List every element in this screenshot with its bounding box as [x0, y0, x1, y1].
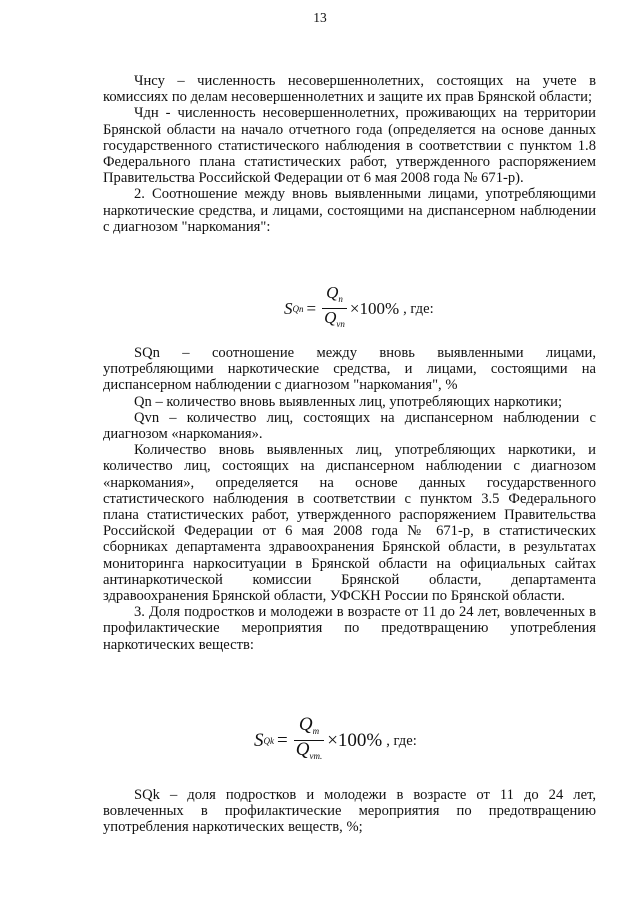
formula2-lhs: S — [254, 729, 264, 751]
text-block-top — [103, 73, 596, 235]
paragraph-item-3-heading: 3. Доля подростков и молодежи в возрасте от 11 до 24 лет, вовлеченных в профилактические мероприятия по предотвращению употребления наркотических веществ: — [103, 604, 596, 653]
formula1-denominator-sub: vn — [336, 319, 345, 330]
formula1-tail: , где: — [403, 300, 434, 317]
text-block-mid — [103, 345, 596, 653]
formula1-numerator-sub: n — [338, 294, 343, 304]
text-block-bottom — [103, 787, 596, 836]
formula2-numerator-sub: m — [312, 726, 320, 736]
formula2-denominator-sub: vm. — [309, 751, 323, 762]
paragraph-sqk-definition: SQk – доля подростков и молодежи в возрасте от 11 до 24 лет, вовлеченных в профилактические мероприятия по предотвращению употребления наркотических веществ, %; — [103, 787, 596, 836]
paragraph-qvn-definition: Qvn – количество лиц, состоящих на диспансерном наблюдении с диагнозом «наркомания». — [103, 409, 596, 443]
formula1-denominator: Q — [324, 308, 337, 328]
paragraph-chdn-definition: Чдн - численность несовершеннолетних, проживающих на территории Брянской области на начало отчетного года (определяется на основе данных государственного статистического наблюдения в соответствии с пунктом 1.8 Федерального плана статистических работ, утвержденного распоряжением Правительства Российской Федерации от 6 мая 2008 года № 671-р). — [103, 105, 596, 187]
formula2-numerator: Q — [298, 714, 313, 735]
formula1-multiplier: ×100% — [349, 298, 400, 318]
formula2-tail: , где: — [386, 732, 417, 749]
formula2-denominator: Q — [295, 739, 310, 761]
formula-sqk: S Qk = $\frac{Q_m}{Q_{vm.}}$ ×100% , где: — [254, 717, 417, 764]
paragraph-item-2-heading: 2. Соотношение между вновь выявленными лицами, употребляющими наркотические средства, и лицами, состоящими на диспансерном наблюдении с диагнозом "наркомания": — [103, 186, 596, 235]
formula2-fraction — [294, 714, 324, 764]
formula-sqn: S Qn = $\frac{Q_n}{Q_{vn}}$ ×100% , где: — [284, 285, 434, 332]
paragraph-chnsu-definition: Чнсу – численность несовершеннолетних, состоящих на учете в комиссиях по делам несовершеннолетних и защите их прав Брянской области; — [103, 73, 596, 106]
formula1-fraction — [322, 285, 347, 332]
paragraph-sqn-definition: SQn – соотношение между вновь выявленными лицами, употребляющими наркотические средства, и лицами, состоящими на диспансерном наблюдении с диагнозом "наркомания", % — [103, 345, 596, 394]
formula1-lhs-sub: Qn — [292, 303, 304, 314]
paragraph-qn-definition: Qn – количество вновь выявленных лиц, употребляющих наркотики; — [134, 393, 563, 410]
formula1-lhs: S — [284, 298, 293, 318]
formula2-multiplier: ×100% — [327, 729, 383, 751]
page-number: 13 — [313, 10, 327, 25]
formula1-numerator: Q — [326, 283, 339, 302]
formula2-lhs-sub: Qk — [263, 735, 274, 746]
paragraph-data-source: Количество вновь выявленных лиц, употребляющих наркотики, и количество лиц, состоящих на диспансерном наблюдении с диагнозом «наркомания», определяется на основе данных государственного статистического наблюдения в соответствии с пунктом 3.5 Федерального плана статистических работ, утвержденного распоряжением Правительства Российской Федерации от 6 мая 2008 года № 671-р, в статистических сборниках департамента здравоохранения Брянской области, в результатах мониторинга наркоситуации в Брянской области на официальных сайтах антинаркотической комиссии Брянской области, департамента здравоохранения Брянской области, УФСКН России по Брянской области. — [103, 442, 596, 605]
